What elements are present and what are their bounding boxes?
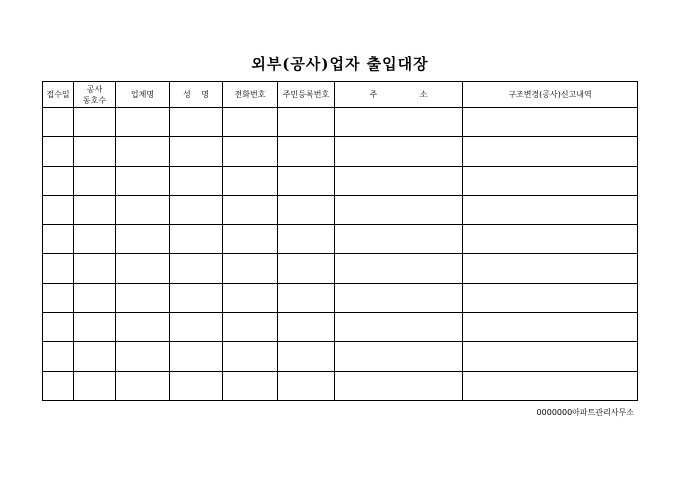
header-row [43,82,638,108]
table-cell[interactable] [223,225,278,254]
table-cell[interactable] [43,225,74,254]
col-header-address: 주 소 [335,82,463,108]
table-row [43,108,638,137]
table-cell[interactable] [223,313,278,342]
table-cell[interactable] [278,283,335,312]
table-cell[interactable] [278,313,335,342]
table-cell[interactable] [335,254,463,283]
table-row [43,254,638,283]
table-row [43,195,638,224]
col-header-unit-number-line1: 공사 [86,84,103,94]
table-cell[interactable] [116,254,170,283]
col-header-company-name: 업체명 [116,82,170,108]
table-cell[interactable] [43,313,74,342]
table-cell[interactable] [74,225,116,254]
table-cell[interactable] [278,342,335,371]
table-cell[interactable] [223,371,278,400]
col-header-unit-number-line2: 동호수 [82,95,107,105]
col-header-resident-id: 주민등록번호 [278,82,335,108]
table-row [43,137,638,166]
table-cell[interactable] [43,195,74,224]
table-cell[interactable] [278,108,335,137]
table-row [43,342,638,371]
table-cell[interactable] [74,254,116,283]
table-cell[interactable] [43,166,74,195]
col-header-receipt-date: 접수일 [43,82,74,108]
table-cell[interactable] [223,254,278,283]
ledger-body [43,108,638,401]
table-cell[interactable] [170,195,223,224]
table-cell[interactable] [335,225,463,254]
table-cell[interactable] [223,342,278,371]
table-cell[interactable] [74,108,116,137]
table-cell[interactable] [74,342,116,371]
table-cell[interactable] [463,313,638,342]
table-cell[interactable] [116,137,170,166]
col-header-alteration-report: 구조변경(공사)신고내역 [463,82,638,108]
table-cell[interactable] [335,371,463,400]
table-cell[interactable] [278,166,335,195]
table-cell[interactable] [463,254,638,283]
table-cell[interactable] [278,371,335,400]
table-cell[interactable] [223,137,278,166]
table-cell[interactable] [223,166,278,195]
table-cell[interactable] [170,254,223,283]
table-cell[interactable] [335,283,463,312]
table-cell[interactable] [43,137,74,166]
table-cell[interactable] [170,166,223,195]
table-cell[interactable] [170,313,223,342]
table-cell[interactable] [116,371,170,400]
table-row [43,313,638,342]
table-cell[interactable] [463,137,638,166]
table-cell[interactable] [463,166,638,195]
table-cell[interactable] [335,313,463,342]
table-cell[interactable] [335,195,463,224]
table-cell[interactable] [335,108,463,137]
table-cell[interactable] [74,195,116,224]
table-cell[interactable] [116,195,170,224]
office-footer: 0000000아파트관리사무소 [536,408,634,417]
table-cell[interactable] [116,166,170,195]
table-cell[interactable] [116,283,170,312]
table-cell[interactable] [463,342,638,371]
table-cell[interactable] [43,254,74,283]
entry-ledger-table [42,81,638,401]
table-cell[interactable] [116,313,170,342]
table-cell[interactable] [278,254,335,283]
table-row [43,225,638,254]
col-header-name: 성 명 [170,82,223,108]
col-header-unit-number [74,82,116,108]
table-cell[interactable] [170,283,223,312]
table-cell[interactable] [74,313,116,342]
table-cell[interactable] [463,225,638,254]
table-cell[interactable] [278,195,335,224]
table-cell[interactable] [116,225,170,254]
table-row [43,166,638,195]
table-cell[interactable] [223,108,278,137]
table-cell[interactable] [223,195,278,224]
table-cell[interactable] [170,225,223,254]
table-cell[interactable] [335,166,463,195]
table-cell[interactable] [463,108,638,137]
table-cell[interactable] [170,371,223,400]
table-cell[interactable] [116,108,170,137]
table-cell[interactable] [43,108,74,137]
table-cell[interactable] [74,137,116,166]
table-cell[interactable] [43,342,74,371]
table-row [43,283,638,312]
table-row [43,371,638,400]
table-cell[interactable] [170,108,223,137]
table-cell[interactable] [74,166,116,195]
table-cell[interactable] [170,342,223,371]
table-cell[interactable] [463,283,638,312]
table-cell[interactable] [74,371,116,400]
table-cell[interactable] [463,195,638,224]
table-cell[interactable] [116,342,170,371]
table-cell[interactable] [170,137,223,166]
table-cell[interactable] [278,225,335,254]
col-header-phone: 전화번호 [223,82,278,108]
table-cell[interactable] [335,342,463,371]
table-cell[interactable] [43,371,74,400]
table-cell[interactable] [43,283,74,312]
table-cell[interactable] [74,283,116,312]
document-title: 외부(공사)업자 출입대장 [251,55,429,73]
table-cell[interactable] [335,137,463,166]
table-cell[interactable] [463,371,638,400]
table-cell[interactable] [223,283,278,312]
table-cell[interactable] [278,137,335,166]
